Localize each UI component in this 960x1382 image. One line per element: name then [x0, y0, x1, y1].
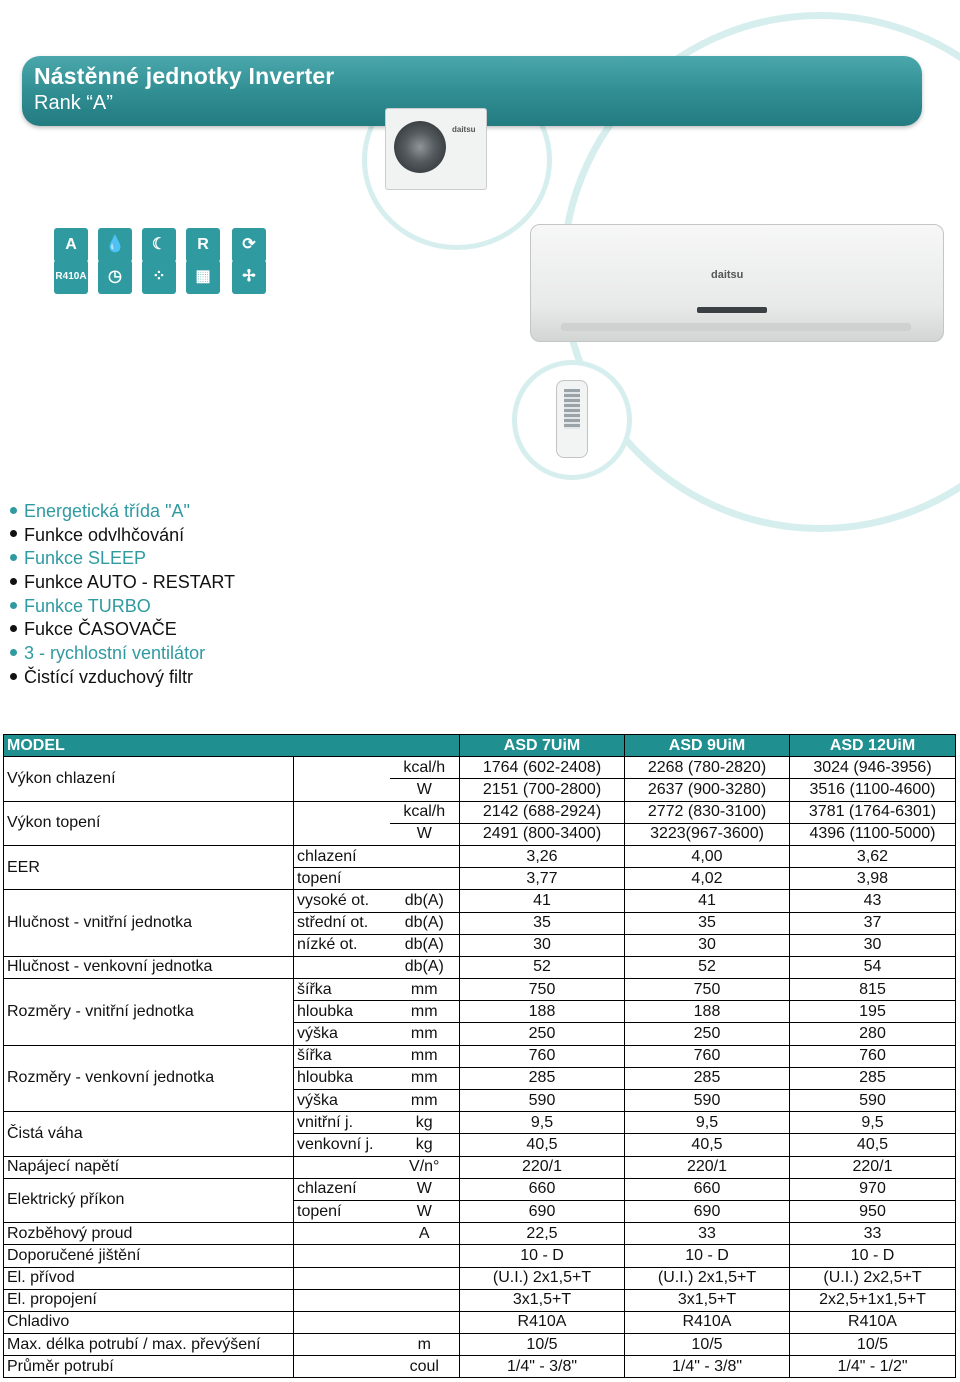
cell: 285	[790, 1067, 956, 1089]
cell: 9,5	[460, 1112, 625, 1134]
cell: R410A	[625, 1311, 790, 1333]
cell: 4,02	[625, 868, 790, 890]
unit: db(A)	[390, 956, 460, 978]
page-subtitle: Rank “A”	[34, 92, 113, 114]
cell: 195	[790, 1001, 956, 1023]
cell: 4396 (1100-5000)	[790, 823, 956, 845]
product-hero	[0, 0, 960, 480]
sub-label: hloubka	[294, 1067, 390, 1089]
cell: 2772 (830-3100)	[625, 801, 790, 823]
cell: 4,00	[625, 845, 790, 867]
cell: (U.I.) 2x2,5+T	[790, 1267, 956, 1289]
cell: 1/4" - 3/8"	[460, 1356, 625, 1378]
row-label: Napájecí napětí	[4, 1156, 294, 1178]
table-row	[4, 1311, 956, 1333]
row-label: Elektrický příkon	[4, 1178, 294, 1222]
cell: 10/5	[625, 1334, 790, 1356]
cell: 220/1	[790, 1156, 956, 1178]
row-label: Hlučnost - venkovní jednotka	[4, 956, 294, 978]
cell: 1764 (602-2408)	[460, 757, 625, 779]
cell: (U.I.) 2x1,5+T	[460, 1267, 625, 1289]
header-model: MODEL	[4, 735, 460, 757]
cell: 35	[460, 912, 625, 934]
cell: 3,98	[790, 868, 956, 890]
unit: kg	[390, 1134, 460, 1156]
cell: 750	[460, 979, 625, 1001]
table-row	[4, 1156, 956, 1178]
list-item: Funkce odvlhčování	[10, 524, 235, 548]
table-row	[4, 1289, 956, 1311]
sub-label: chlazení	[294, 1178, 390, 1200]
cell: 760	[625, 1045, 790, 1067]
table-row	[4, 890, 956, 912]
cell: 2268 (780-2820)	[625, 757, 790, 779]
header-model-1: ASD 7UiM	[460, 735, 625, 757]
cell: 285	[460, 1067, 625, 1089]
row-label: Výkon chlazení	[4, 757, 294, 801]
unit: kcal/h	[390, 757, 460, 779]
list-item: Funkce SLEEP	[10, 547, 235, 571]
cell: 250	[460, 1023, 625, 1045]
sub-label: výška	[294, 1023, 390, 1045]
unit: mm	[390, 1090, 460, 1112]
header-model-3: ASD 12UiM	[790, 735, 956, 757]
cell: 2x2,5+1x1,5+T	[790, 1289, 956, 1311]
cell: 250	[625, 1023, 790, 1045]
table-row	[4, 1334, 956, 1356]
sub-label: topení	[294, 1200, 390, 1222]
cell: 3024 (946-3956)	[790, 757, 956, 779]
unit: coul	[390, 1356, 460, 1378]
cell: 3x1,5+T	[460, 1289, 625, 1311]
cell: 30	[790, 934, 956, 956]
unit: W	[390, 823, 460, 845]
cell: 41	[625, 890, 790, 912]
cell: 3781 (1764-6301)	[790, 801, 956, 823]
bullet-icon	[10, 530, 17, 537]
sub-label: šířka	[294, 979, 390, 1001]
cell: 3,77	[460, 868, 625, 890]
cell: 9,5	[790, 1112, 956, 1134]
indoor-air-outlet	[561, 323, 911, 331]
cell: 2151 (700-2800)	[460, 779, 625, 801]
unit: mm	[390, 1045, 460, 1067]
unit: W	[390, 1200, 460, 1222]
cell: (U.I.) 2x1,5+T	[625, 1267, 790, 1289]
bullet-icon	[10, 625, 17, 632]
cell: 10/5	[460, 1334, 625, 1356]
table-row	[4, 1045, 956, 1067]
cell: 750	[625, 979, 790, 1001]
table-row	[4, 757, 956, 779]
row-label: Průměr potrubí	[4, 1356, 294, 1378]
cell: 3,26	[460, 845, 625, 867]
table-row	[4, 1112, 956, 1134]
sub-label: vnitřní j.	[294, 1112, 390, 1134]
cell: 760	[790, 1045, 956, 1067]
outdoor-unit-image	[385, 108, 487, 190]
row-label: Hlučnost - vnitřní jednotka	[4, 890, 294, 957]
unit: db(A)	[390, 934, 460, 956]
table-row	[4, 1245, 956, 1267]
cell: 660	[460, 1178, 625, 1200]
list-item: Fukce ČASOVAČE	[10, 618, 235, 642]
row-label: El. přívod	[4, 1267, 294, 1289]
row-label: Max. délka potrubí / max. převýšení	[4, 1334, 294, 1356]
cell: 188	[625, 1001, 790, 1023]
sub-label: vysoké ot.	[294, 890, 390, 912]
bullet-icon	[10, 673, 17, 680]
cell: 41	[460, 890, 625, 912]
cell: 3516 (1100-4600)	[790, 779, 956, 801]
cell: 22,5	[460, 1223, 625, 1245]
cell: 590	[790, 1090, 956, 1112]
cell: 33	[625, 1223, 790, 1245]
list-item: Čistící vzduchový filtr	[10, 666, 235, 690]
list-item: 3 - rychlostní ventilátor	[10, 642, 235, 666]
cell: 40,5	[790, 1134, 956, 1156]
cell: R410A	[460, 1311, 625, 1333]
timer-icon: ◷	[98, 260, 132, 294]
row-label: Výkon topení	[4, 801, 294, 845]
sub-label: venkovní j.	[294, 1134, 390, 1156]
sleep-icon: ☾	[142, 228, 176, 262]
indoor-unit-image	[530, 224, 944, 342]
cell: 950	[790, 1200, 956, 1222]
sub-label: výška	[294, 1090, 390, 1112]
cell: 37	[790, 912, 956, 934]
cell: 590	[625, 1090, 790, 1112]
cell: 1/4" - 1/2"	[790, 1356, 956, 1378]
filter-icon: ⁘	[142, 260, 176, 294]
page-title: Nástěnné jednotky Inverter	[34, 63, 335, 89]
cell: 2142 (688-2924)	[460, 801, 625, 823]
fan-icon	[394, 121, 446, 173]
cell: 2491 (800-3400)	[460, 823, 625, 845]
cell: 760	[460, 1045, 625, 1067]
unit: db(A)	[390, 890, 460, 912]
cell: 9,5	[625, 1112, 790, 1134]
bullet-icon	[10, 578, 17, 585]
energy-a-icon: A	[54, 228, 88, 262]
cell: 660	[625, 1178, 790, 1200]
restart-icon: R	[186, 228, 220, 262]
table-row	[4, 1356, 956, 1378]
cell: 2637 (900-3280)	[625, 779, 790, 801]
outdoor-brand-logo: daitsu	[452, 125, 476, 134]
sub-label: nízké ot.	[294, 934, 390, 956]
sub-label: střední ot.	[294, 912, 390, 934]
remote-icon: ▦	[186, 260, 220, 294]
cell: 10 - D	[460, 1245, 625, 1267]
feature-list	[10, 500, 235, 690]
table-row	[4, 845, 956, 867]
cell: 33	[790, 1223, 956, 1245]
cell: 3223(967-3600)	[625, 823, 790, 845]
sub-label: šířka	[294, 1045, 390, 1067]
list-item: Funkce TURBO	[10, 595, 235, 619]
bullet-icon	[10, 649, 17, 656]
table-row	[4, 1178, 956, 1200]
cell: 30	[625, 934, 790, 956]
cell: 220/1	[625, 1156, 790, 1178]
unit: W	[390, 1178, 460, 1200]
cell: 35	[625, 912, 790, 934]
unit: kg	[390, 1112, 460, 1134]
unit: mm	[390, 1023, 460, 1045]
unit: db(A)	[390, 912, 460, 934]
bullet-icon	[10, 602, 17, 609]
cell: 3x1,5+T	[625, 1289, 790, 1311]
spec-table	[3, 734, 956, 1378]
cell: 52	[460, 956, 625, 978]
r410a-icon: R410A	[54, 260, 88, 294]
row-label: Doporučené jištění	[4, 1245, 294, 1267]
cell: 52	[625, 956, 790, 978]
cell: 285	[625, 1067, 790, 1089]
cell: 188	[460, 1001, 625, 1023]
row-label: Rozměry - venkovní jednotka	[4, 1045, 294, 1112]
unit: kcal/h	[390, 801, 460, 823]
table-row	[4, 1223, 956, 1245]
row-label: EER	[4, 845, 294, 889]
row-label: Čistá váha	[4, 1112, 294, 1156]
fan-speed-icon: ✢	[232, 260, 266, 294]
sub-label: topení	[294, 868, 390, 890]
cell: 280	[790, 1023, 956, 1045]
cell: 40,5	[625, 1134, 790, 1156]
remote-control-image	[556, 380, 588, 458]
indoor-brand-logo: daitsu	[711, 269, 744, 281]
cell: 54	[790, 956, 956, 978]
cell: 590	[460, 1090, 625, 1112]
remote-keypad	[564, 389, 580, 429]
cell: 690	[460, 1200, 625, 1222]
cell: 10 - D	[790, 1245, 956, 1267]
row-label: Chladivo	[4, 1311, 294, 1333]
table-header	[4, 735, 956, 757]
cell: 40,5	[460, 1134, 625, 1156]
unit: mm	[390, 1001, 460, 1023]
list-item: Energetická třída "A"	[10, 500, 235, 524]
sub-label: hloubka	[294, 1001, 390, 1023]
unit: mm	[390, 1067, 460, 1089]
table-row	[4, 1267, 956, 1289]
bullet-icon	[10, 507, 17, 514]
unit: A	[390, 1223, 460, 1245]
cell: 43	[790, 890, 956, 912]
row-label: Rozběhový proud	[4, 1223, 294, 1245]
sub-label: chlazení	[294, 845, 390, 867]
cell: R410A	[790, 1311, 956, 1333]
bullet-icon	[10, 554, 17, 561]
row-label: El. propojení	[4, 1289, 294, 1311]
table-row	[4, 801, 956, 823]
unit: W	[390, 779, 460, 801]
unit: mm	[390, 979, 460, 1001]
unit: m	[390, 1334, 460, 1356]
cell: 220/1	[460, 1156, 625, 1178]
turbo-icon: ⟳	[232, 228, 266, 262]
cell: 690	[625, 1200, 790, 1222]
cell: 815	[790, 979, 956, 1001]
dehumidify-icon: 💧	[98, 228, 132, 262]
list-item: Funkce AUTO - RESTART	[10, 571, 235, 595]
indoor-display	[697, 307, 767, 313]
cell: 3,62	[790, 845, 956, 867]
cell: 10/5	[790, 1334, 956, 1356]
unit: V/n°	[390, 1156, 460, 1178]
cell: 970	[790, 1178, 956, 1200]
cell: 30	[460, 934, 625, 956]
cell: 10 - D	[625, 1245, 790, 1267]
row-label: Rozměry - vnitřní jednotka	[4, 979, 294, 1046]
cell: 1/4" - 3/8"	[625, 1356, 790, 1378]
table-row	[4, 956, 956, 978]
table-row	[4, 979, 956, 1001]
header-model-2: ASD 9UiM	[625, 735, 790, 757]
